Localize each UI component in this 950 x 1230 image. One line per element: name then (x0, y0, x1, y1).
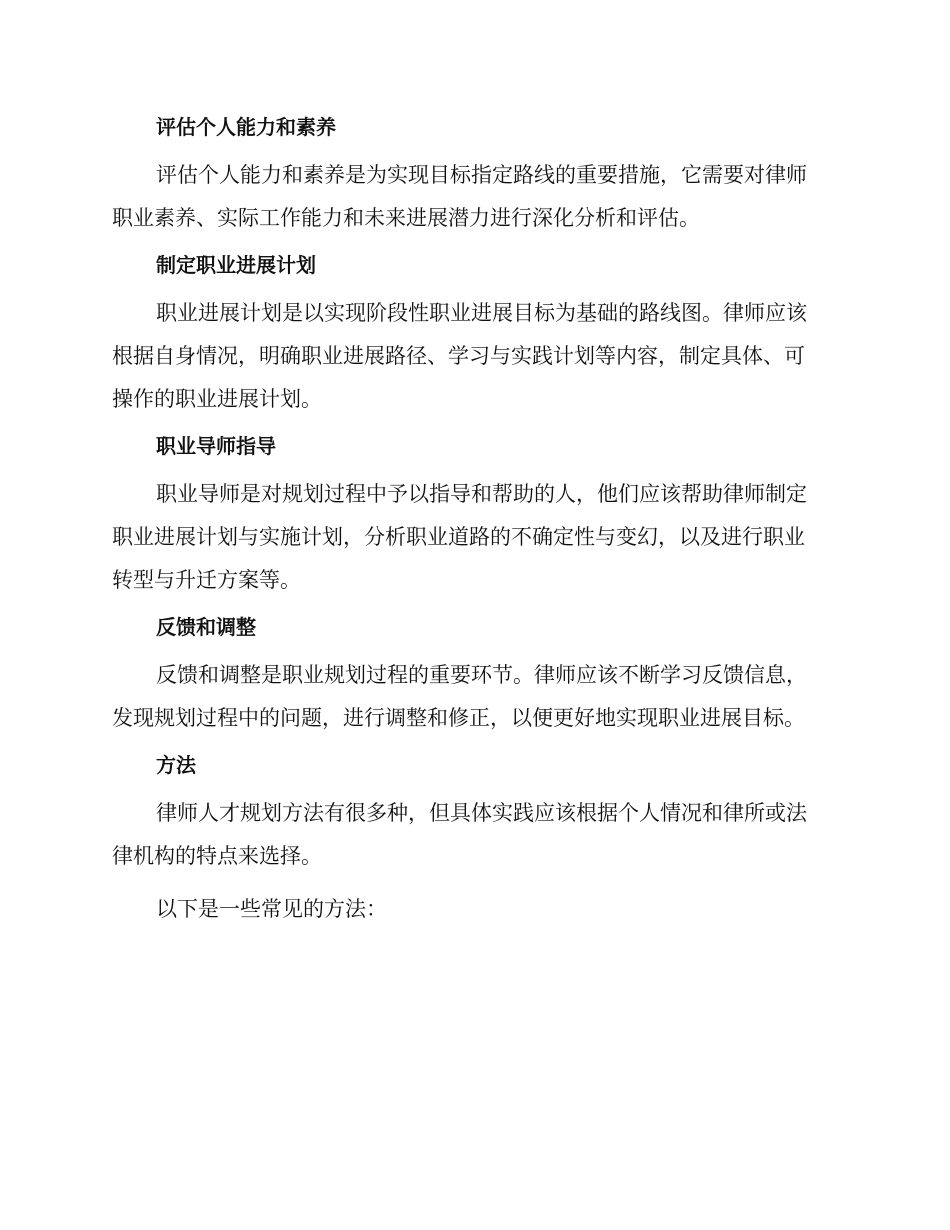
section-heading: 反馈和调整 (156, 615, 256, 639)
paragraph-line: 发现规划过程中的问题，进行调整和修正，以便更好地实现职业进展目标。 (112, 706, 805, 730)
section-paragraph (112, 292, 832, 421)
paragraph-line: 根据自身情况，明确职业进展路径、学习与实践计划等内容，制定具体、可 (112, 344, 805, 368)
section-heading: 制定职业进展计划 (156, 253, 316, 277)
section-heading: 方法 (156, 753, 196, 777)
section-paragraph (112, 792, 832, 878)
paragraph-line: 评估个人能力和素养是为实现目标指定路线的重要措施，它需要对律师 (156, 163, 807, 187)
paragraph-line: 律机构的特点来选择。 (112, 844, 322, 868)
closing-paragraph (112, 888, 832, 931)
paragraph-line: 转型与升迁方案等。 (112, 568, 301, 592)
paragraph-line: 职业素养、实际工作能力和未来进展潜力进行深化分析和评估。 (112, 206, 700, 230)
section-paragraph (112, 473, 832, 602)
paragraph-line: 职业进展计划与实施计划，分析职业道路的不确定性与变幻，以及进行职业 (112, 525, 805, 549)
document-page (112, 112, 832, 931)
paragraph-line: 职业进展计划是以实现阶段性职业进展目标为基础的路线图。律师应该 (156, 301, 807, 325)
paragraph-line: 律师人才规划方法有很多种，但具体实践应该根据个人情况和律所或法 (156, 801, 807, 825)
section-heading: 职业导师指导 (156, 434, 276, 458)
paragraph-line: 操作的职业进展计划。 (112, 387, 322, 411)
paragraph-line: 反馈和调整是职业规划过程的重要环节。律师应该不断学习反馈信息， (156, 663, 807, 687)
paragraph-line: 职业导师是对规划过程中予以指导和帮助的人，他们应该帮助律师制定 (156, 482, 807, 506)
paragraph-line: 以下是一些常见的方法： (156, 897, 387, 921)
section-heading: 评估个人能力和素养 (156, 115, 336, 139)
section-paragraph (112, 654, 832, 740)
section-paragraph (112, 154, 832, 240)
